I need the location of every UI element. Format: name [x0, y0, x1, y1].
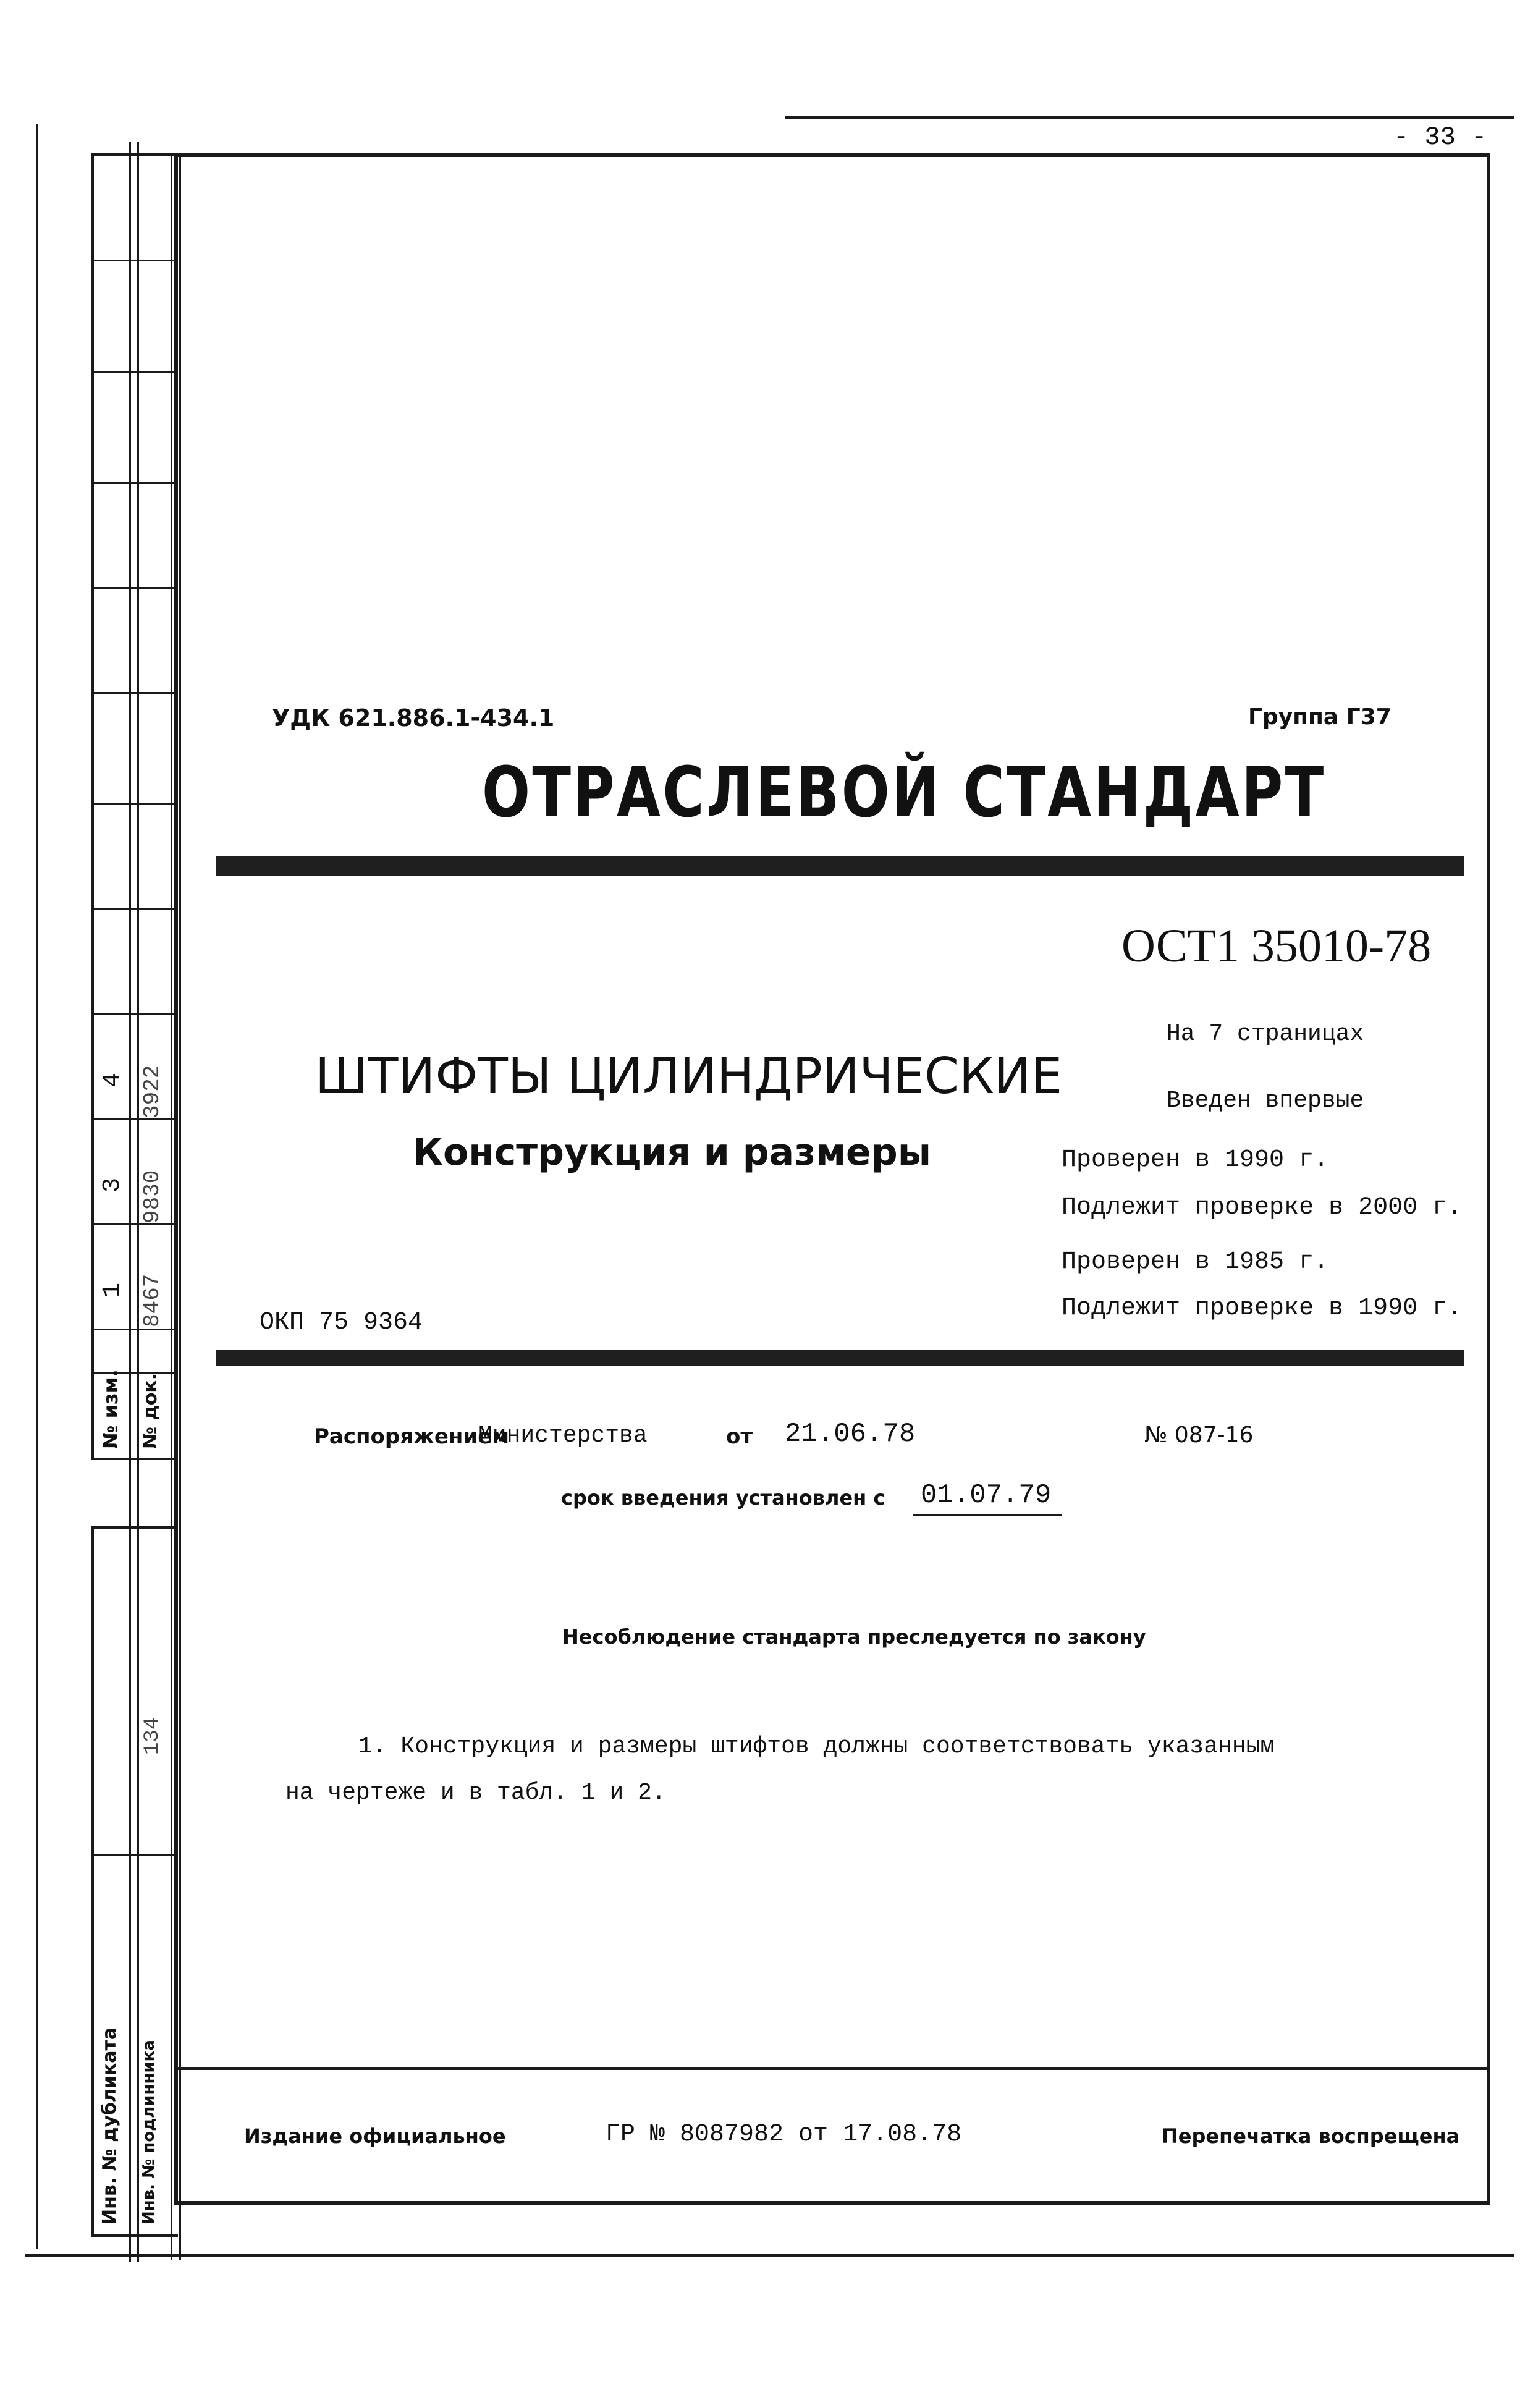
law-notice: Несоблюдение стандарта преследуется по закону [562, 1625, 1146, 1649]
okp-code: ОКП 75 9364 [260, 1309, 423, 1337]
footer-reprint: Перепечатка воспрещена [1162, 2124, 1460, 2148]
sidebar-doc-9830: 9830 [140, 1170, 165, 1223]
sidebar-inventory-duplicate-label: Инв. № дубликата [99, 2027, 120, 2224]
sidebar-row-line [91, 1329, 178, 1330]
order-ministry: Министерства [478, 1422, 648, 1449]
sidebar-row-line [91, 587, 178, 589]
sidebar-inventory-original-value: 134 [141, 1717, 164, 1755]
paragraph-1-line-2: на чертеже и в табл. 1 и 2. [285, 1780, 666, 1806]
due-2000: Подлежит проверке в 2000 г. [1062, 1194, 1463, 1222]
left-edge-line [36, 124, 38, 2249]
sidebar-column-divider [129, 153, 130, 1460]
document-subtitle: Конструкция и размеры [413, 1131, 931, 1174]
page-number: - 33 - [1393, 122, 1487, 152]
sidebar-doc-3922: 3922 [140, 1065, 165, 1118]
group-code: Группа Г37 [1248, 704, 1392, 730]
effective-label: срок введения установлен с [561, 1486, 885, 1510]
paragraph-1-line-1: 1. Конструкция и размеры штифтов должны соответствовать указанным [358, 1733, 1275, 1760]
sidebar-row-line [91, 482, 178, 484]
sidebar-inventory-original-label: Инв. № подлинника [140, 2040, 158, 2224]
sidebar-change-header: № изм. [99, 1369, 122, 1449]
sidebar-row-line [91, 692, 178, 694]
introduced-note: Введен впервые [1167, 1088, 1364, 1114]
order-number: № 087-16 [1144, 1422, 1254, 1448]
sidebar-row-line [91, 1118, 178, 1120]
heading-rule [216, 856, 1464, 876]
sidebar-change-4: 4 [99, 1072, 127, 1088]
sidebar-row-line [91, 260, 178, 261]
document-title: ШТИФТЫ ЦИЛИНДРИЧЕСКИЕ [315, 1047, 1063, 1105]
info-rule [216, 1350, 1464, 1366]
due-1990: Подлежит проверке в 1990 г. [1062, 1295, 1463, 1322]
bottom-rule [25, 2254, 1514, 2257]
sidebar-change-1: 1 [99, 1282, 127, 1298]
order-from-label: от [726, 1424, 753, 1449]
pages-count: На 7 страницах [1167, 1021, 1364, 1047]
sidebar-doc-header: № док. [140, 1372, 161, 1449]
sidebar-inventory-row-line [91, 1854, 178, 1856]
footer-rule [178, 2067, 1488, 2070]
sidebar-row-line [91, 908, 178, 910]
effective-date-underline [913, 1514, 1062, 1516]
sidebar-stamp-table [91, 153, 178, 1460]
sidebar-row-line [91, 1013, 178, 1015]
footer-registration: ГР № 8087982 от 17.08.78 [606, 2121, 962, 2148]
checked-1990: Проверен в 1990 г. [1062, 1146, 1329, 1174]
sidebar-change-3: 3 [99, 1177, 127, 1193]
document-code: ОСТ1 35010-78 [1121, 920, 1432, 972]
checked-1985: Проверен в 1985 г. [1062, 1248, 1329, 1276]
udk-code: УДК 621.886.1-434.1 [272, 704, 555, 732]
document-frame [174, 153, 1490, 2205]
top-rule-short [785, 116, 1514, 119]
sidebar-row-line [91, 371, 178, 373]
order-label: Распоряжением [314, 1424, 510, 1449]
sidebar-row-line [91, 803, 178, 805]
effective-date: 01.07.79 [921, 1480, 1052, 1511]
footer-edition: Издание официальное [244, 2124, 506, 2148]
standard-heading: ОТРАСЛЕВОЙ СТАНДАРТ [482, 753, 1326, 833]
sidebar-doc-8467: 8467 [140, 1274, 165, 1327]
sidebar-row-line [91, 1223, 178, 1225]
order-date: 21.06.78 [785, 1419, 916, 1450]
